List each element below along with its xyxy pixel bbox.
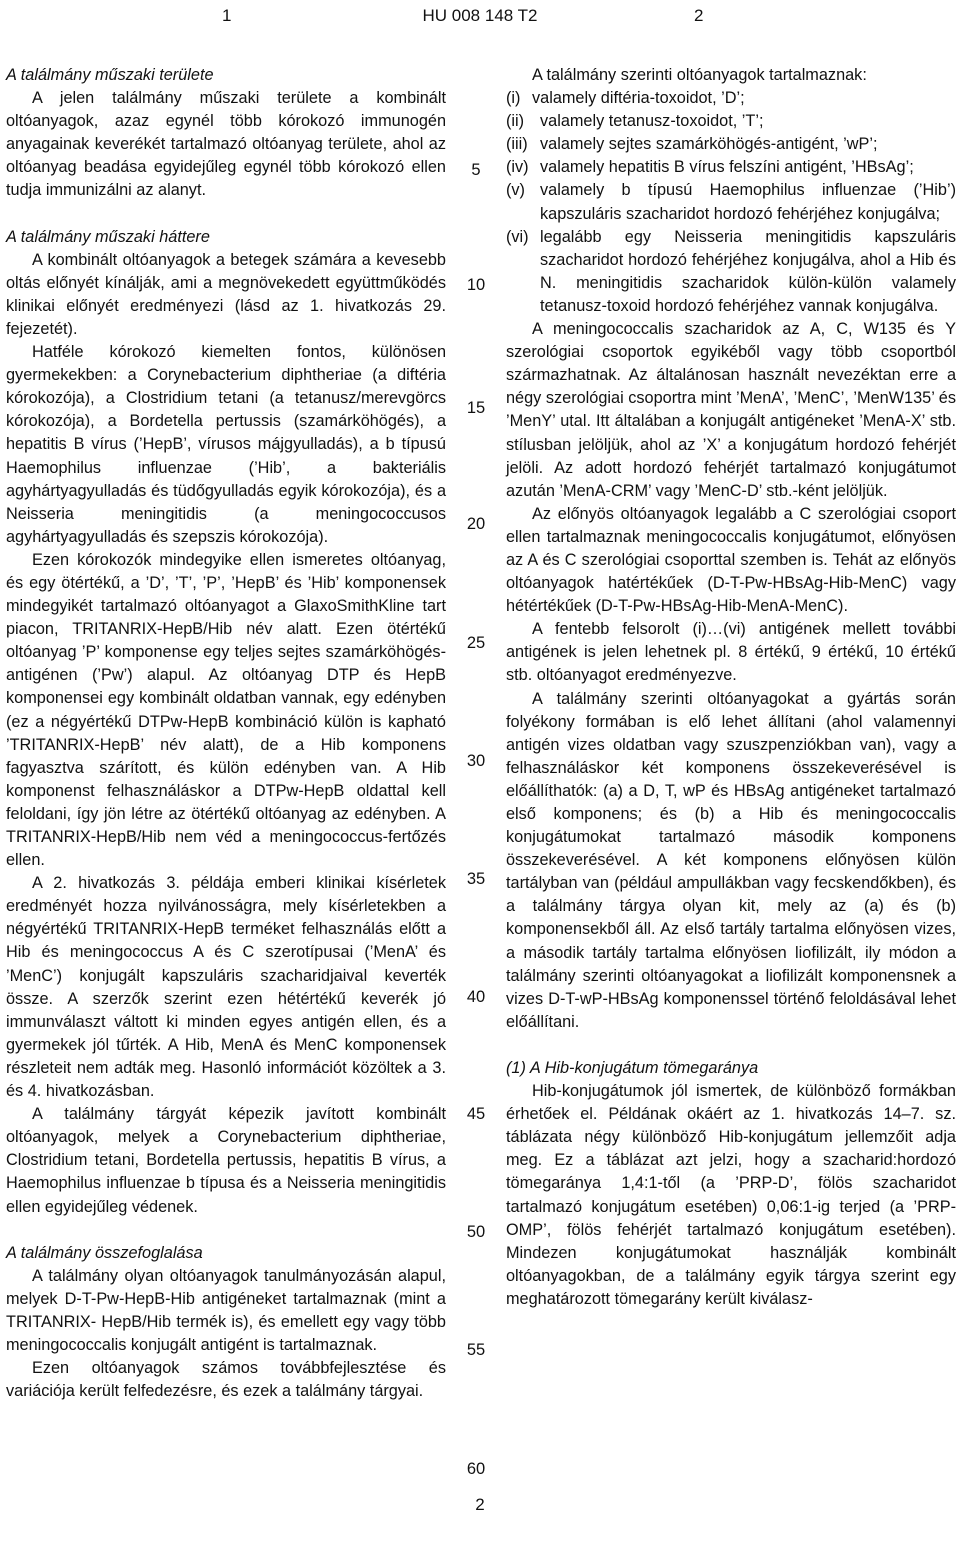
patent-number: HU 008 148 T2 (422, 6, 538, 25)
line-number: 5 (471, 161, 481, 179)
left-page-number: 1 (222, 6, 232, 25)
line-number: 25 (466, 634, 486, 652)
list-text: valamely tetanusz-toxoidot, ’T’; (540, 112, 764, 131)
paragraph: A 2. hivatkozás 3. példája emberi klinikai kísérletek eredményét hozza nyilvánosságra, mely kísérletekben a négyértékű TRITANRIX-HepB terméket felhasználás előtt a Hib és meningococcus A és C szerotípusai (’MenA’ és ’MenC’) konjugált kapszuláris szacharidjaival keverték össze. A szerzők szerint ezen hétértékű keverék jó immunválaszt váltott ki minden egyes antigén ellen, és a gyermekek jól tűrték. A Hib, MenA és MenC komponensek részleteit nem adták meg. Hasonló információt közöltek a 3. és 4. hivatkozásban. (6, 874, 446, 1101)
paragraph: A jelen találmány műszaki területe a kombinált oltóanyagok, azaz egynél több kórokozó immunogén anyagainak keverékét tartalmazó oltóanyag területe, ahol az oltóanyag beadása egyidejűleg egynél több kórokozó ellen tudja immunizálni az alanyt. (6, 89, 446, 200)
right-page-number: 2 (694, 6, 704, 25)
line-number: 15 (466, 399, 486, 417)
list-label: (iii) (506, 135, 528, 154)
list-item (506, 110, 956, 133)
line-number: 45 (466, 1105, 486, 1123)
paragraph: A találmány szerinti oltóanyagok tartalmaznak: (532, 66, 867, 84)
line-number: 60 (466, 1460, 486, 1478)
paragraph: A fentebb felsorolt (i)…(vi) antigének mellett további antigének is jelen lehetnek pl. 8 értékű, 9 értékű, 10 értékű stb. oltóanyagot eredményezve. (506, 620, 956, 685)
paragraph: Hib-konjugátumok jól ismertek, de különböző formákban érhetőek el. Példának okáért az 1. hivatkozás 14–7. sz. táblázata négy különböző Hib-konjugátum jellemzőit adja meg. Ez a táblázat azt jelzi, hogy a szacharid:hordozó tömegaránya 1,4:1-től (a ’PRP-D’, fölös szacharidot tartalmazó konjugátum esetében) 0,06:1-ig terjed (a ’PRP-OMP’, fölös fehérjét tartalmazó konjugátum esetében). Mindezen konjugátumokat használják kombinált oltóanyagokban, de a találmány egyik tárgya szerint egy meghatározott tömegarány került kiválasz- (506, 1082, 956, 1308)
list-text: valamely diftéria-toxoidot, ’D’; (532, 89, 745, 108)
list-text: legalább egy Neisseria meningitidis kapszuláris szacharidot hordozó fehérjéhez konjugálva, ahol a Hib és N. meningitidis szacharidok külön-külön valamely tetanusz-toxoid hordozó fehérjéhez vannak konjugálva. (540, 227, 956, 315)
line-number: 55 (466, 1341, 486, 1359)
line-number: 40 (466, 988, 486, 1006)
list-item (506, 179, 956, 225)
line-number: 30 (466, 752, 486, 770)
section-heading-background: A találmány műszaki háttere (6, 227, 210, 246)
section-heading-summary: A találmány összefoglalása (6, 1243, 203, 1262)
paragraph: A találmány olyan oltóanyagok tanulmányozásán alapul, melyek D-T-Pw-HepB-Hib antigéneket tartalmaznak (mint a TRITANRIX- HepB/Hib termék is), és emellett egy vagy több meningococcalis konjugált antigént is tartalmaznak. (6, 1266, 446, 1354)
right-column (506, 64, 956, 1311)
paragraph: Az előnyös oltóanyagok legalább a C szerológiai csoport ellen tartalmaznak meningococcalis konjugátumot, előnyösen az A és C szerológiai csoporttal szemben is. Tehát az előnyös oltóanyagok hatértékűek (D-T-Pw-HBsAg-Hib-MenC) vagy hétértékűek (D-T-Pw-HBsAg-Hib-MenA-MenC). (506, 504, 956, 616)
list-item (506, 133, 956, 156)
list-text: valamely b típusú Haemophilus influenzae (’Hib’) kapszuláris szacharidot hordozó fehérjéhez konjugálva; (540, 181, 956, 223)
list-text: valamely hepatitis B vírus felszíni antigént, ’HBsAg’; (540, 158, 914, 177)
paragraph: Hatféle kórokozó kiemelten fontos, különösen gyermekekben: a Corynebacterium diphtheriae (a diftéria kórokozója), a Clostridium tetani (a tetanusz/merevgörcs kórokozója), a Bordetella pertussis (szamárköhögés), a hepatitis B vírus (’HepB’, vírusos májgyulladás), a b típusú Haemophilus influenzae (’Hib’, a bakteriális agyhártyagyulladás és tüdőgyulladás egyik kórokozója), és a Neisseria meningitidis (a meningococcusos agyhártyagyulladás és szepszis kórokozója). (6, 343, 446, 546)
section-heading-field: A találmány műszaki területe (6, 66, 214, 84)
left-column (6, 64, 446, 1403)
page-footer-number: 2 (475, 1495, 485, 1514)
list-label: (i) (506, 89, 521, 108)
list-text: valamely sejtes szamárköhögés-antigént, ’wP’; (540, 135, 878, 154)
list-item (506, 156, 956, 179)
list-label: (vi) (506, 227, 529, 246)
paragraph: Ezen kórokozók mindegyike ellen ismeretes oltóanyag, és egy ötértékű, a ’D’, ’T’, ’P’, ’HepB’ és ’Hib’ komponensek mindegyikét tartalmazó oltóanyagot a GlaxoSmithKline tart piacon, TRITANRIX-HepB/Hib név alatt. Ezen ötértékű oltóanyag ’P’ komponense egy teljes sejtes szamárköhögés-antigénen (’Pw’) alapul. Az oltóanyag DTP és HepB komponensei egy kombinált oldatban vannak, egy edényben (ez a négyértékű DTPw-HepB kombináció külön is kapható ’TRITANRIX-HepB’ név alatt), de a Hib komponens fagyasztva szárított, és külön edényben van. A Hib komponenst felhasználáskor a DTPw-HepB oldattal kell feloldani, így jön létre az ötértékű oltóanyag az edényben. A TRITANRIX-HepB/Hib nem véd a meningococcus-fertőzés ellen. (6, 550, 446, 870)
list-item (506, 226, 956, 318)
list-item (506, 87, 956, 110)
paragraph: A találmány tárgyát képezik javított kombinált oltóanyagok, melyek a Corynebacterium diphtheriae, Clostridium tetani, Bordetella pertussis, hepatitis B vírus, a Haemophilus influenzae b típusa és a Neisseria meningitidis ellen egyidejűleg védenek. (6, 1105, 446, 1216)
paragraph: A találmány szerinti oltóanyagokat a gyártás során folyékony formában is elő lehet állítani (ahol valamennyi antigén vizes oldatban vagy szuszpenziókban van), vagy a felhasználáskor két komponens összekeverésével is előállíthatók: (a) a D, T, wP és HBsAg antigéneket tartalmazó első komponens; és (b) a Hib és meningococcalis konjugátumokat tartalmazó második komponens összekeverésével. A két komponens előnyösen külön tartályban van (például ampullákban vagy fecskendőkben), és a találmány tárgya olyan kit, mely az (a) és (b) komponensekből áll. Az első tartály tartalma előnyösen vizes, a második tartály tartalma előnyösen liofilizált, ily módon a találmány szerinti oltóanyagokat a liofilizált komponensnek a vizes D-T-wP-HBsAg komponenssel történő feloldásával lehet előállítani. (506, 689, 956, 1031)
list-label: (iv) (506, 158, 529, 177)
line-number: 35 (466, 870, 486, 888)
section-heading-hib: (1) A Hib-konjugátum tömegaránya (506, 1058, 759, 1077)
line-number: 10 (466, 276, 486, 294)
paragraph: A kombinált oltóanyagok a betegek számára a kevesebb oltás előnyét kínálják, ami a megnövekedett együttműködés klinikai előnyét eredményezi (lásd az 1. hivatkozás 29. fejezetét). (6, 250, 446, 338)
line-number: 50 (466, 1223, 486, 1241)
paragraph: Ezen oltóanyagok számos továbbfejlesztése és variációja került felfedezésre, és ezek a találmány tárgyai. (6, 1359, 446, 1401)
line-number: 20 (466, 515, 486, 533)
list-label: (v) (506, 181, 525, 200)
paragraph: A meningococcalis szacharidok az A, C, W135 és Y szerológiai csoportok egyikéből vagy több csoportból származhatnak. Az általánosan használt nevezéktan erre a négy szerológiai csoportra mint ’MenA’, ’MenC’, ’MenW135’ és ’MenY’ utal. Itt általában a konjugált antigéneket ’MenA-X’ stb. stílusban jelöljük, ahol az ’X’ a konjugátum hordozó fehérjét jelöli. Az adott hordozó fehérjét tartalmazó konjugátumot azután ’MenA-CRM’ vagy ’MenC-D’ stb.-ként jelöljük. (506, 320, 956, 500)
list-label: (ii) (506, 112, 525, 131)
